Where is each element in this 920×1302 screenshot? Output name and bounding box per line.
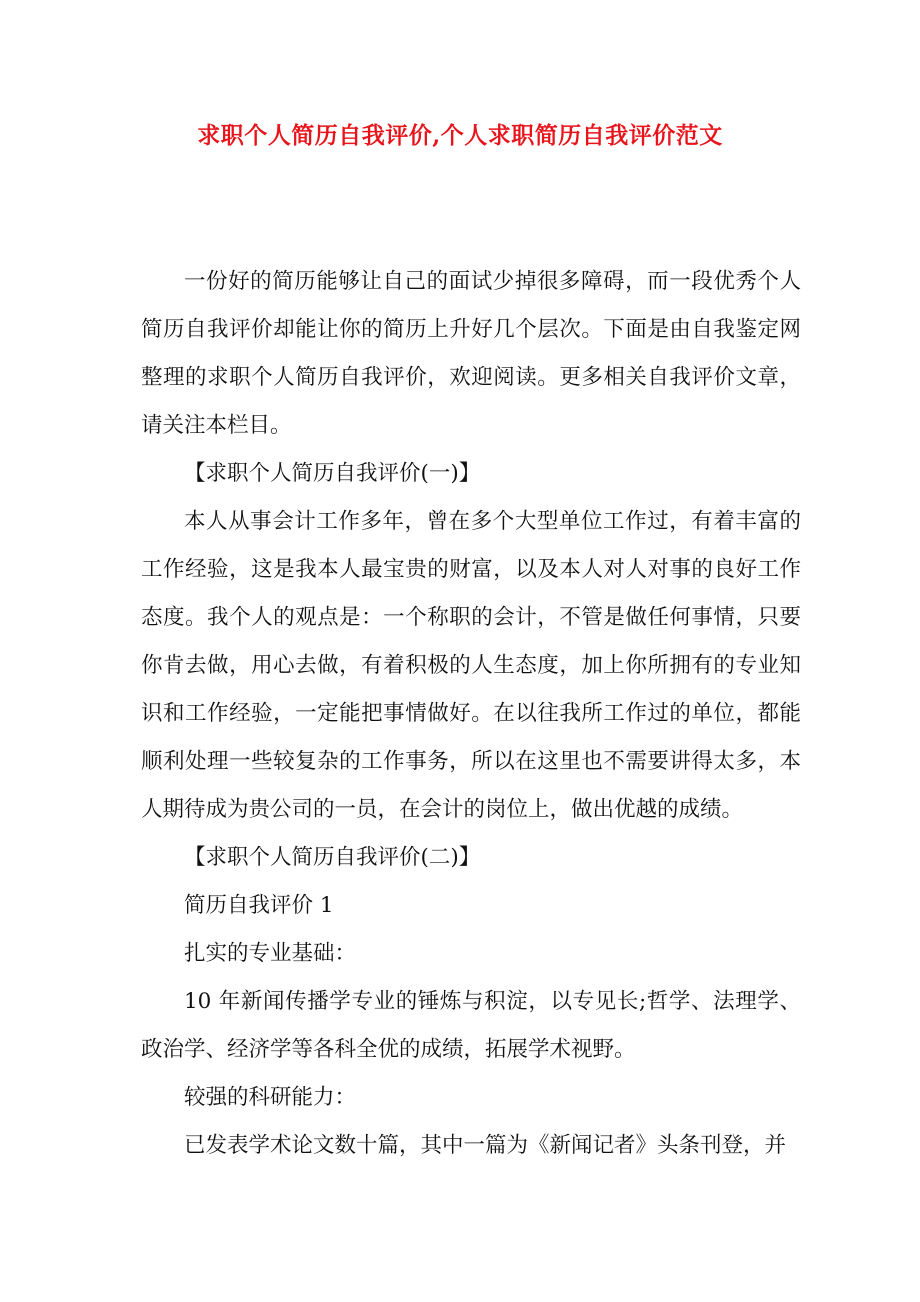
paragraph-intro: 一份好的简历能够让自己的面试少掉很多障碍，而一段优秀个人简历自我评价却能让你的简历上升好几个层次。下面是由自我鉴定网整理的求职个人简历自我评价，欢迎阅读。更多相关自我评价文章，请关注本栏目。: [141, 269, 801, 438]
section-heading-2: 【求职个人简历自我评价(二)】: [184, 845, 481, 870]
paragraph-research: 已发表学术论文数十篇，其中一篇为《新闻记者》头条刊登，并: [184, 1133, 787, 1158]
document-body: [141, 258, 801, 1170]
paragraph-foundation: 10 年新闻传播学专业的锤炼与积淀，以专见长;哲学、法理学、政治学、经济学等各科全优的成绩，拓展学术视野。: [141, 989, 801, 1062]
paragraph-section-1: 本人从事会计工作多年，曾在多个大型单位工作过，有着丰富的工作经验，这是我本人最宝贵的财富，以及本人对人对事的良好工作态度。我个人的观点是：一个称职的会计，不管是做任何事情，只要你肯去做，用心去做，有着积极的人生态度，加上你所拥有的专业知识和工作经验，一定能把事情做好。在以往我所工作过的单位，都能顺利处理一些较复杂的工作事务，所以在这里也不需要讲得太多，本人期待成为贵公司的一员，在会计的岗位上，做出优越的成绩。: [141, 509, 801, 822]
section-heading-1: 【求职个人简历自我评价(一)】: [184, 461, 481, 486]
document-title: 求职个人简历自我评价,个人求职简历自我评价范文: [197, 122, 723, 149]
subheading-foundation: 扎实的专业基础：: [184, 941, 357, 966]
subheading-resume-1: 简历自我评价 1: [184, 893, 334, 918]
subheading-research: 较强的科研能力：: [184, 1085, 357, 1110]
